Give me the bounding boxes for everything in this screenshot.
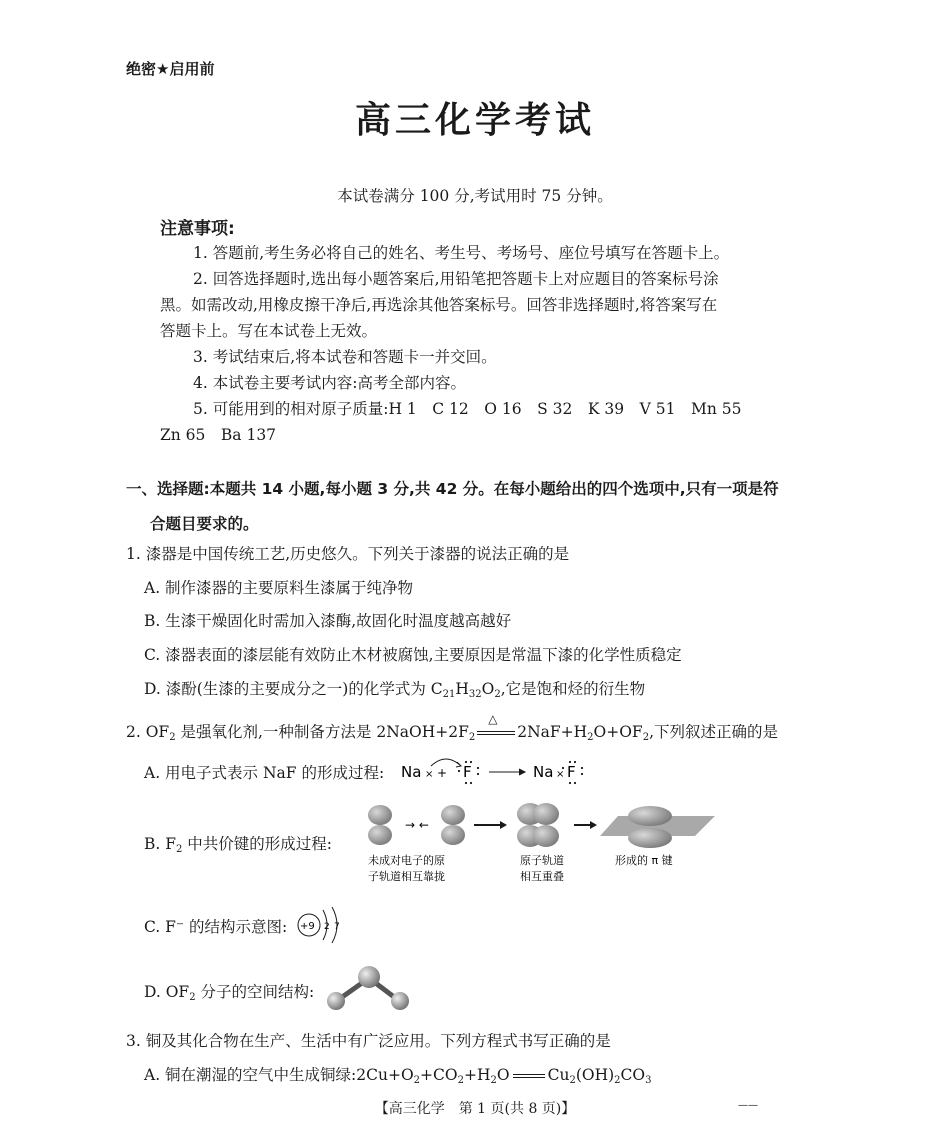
note-1: 1. 答题前,考生务必将自己的姓名、考生号、考场号、座位号填写在答题卡上。 bbox=[193, 244, 730, 262]
notes-heading: 注意事项: bbox=[160, 219, 235, 239]
page-title: 高三化学考试 bbox=[354, 100, 595, 141]
caption-approach-1: 未成对电子的原 bbox=[368, 854, 445, 867]
product-x-mark: × bbox=[556, 769, 565, 780]
separate-orbital-left bbox=[368, 805, 392, 845]
confidential-label: 绝密★启用前 bbox=[126, 60, 215, 78]
q1-option-d: D. 漆酚(生漆的主要成分之一)的化学式为 $C_{21}H_{32}O_2$,它是饱和烃的衍生物 bbox=[144, 680, 646, 700]
fluorine-atom-right bbox=[391, 992, 409, 1010]
q2-option-a: A. 用电子式表示 NaF 的形成过程: bbox=[144, 764, 385, 782]
electron-f-label: F bbox=[463, 763, 472, 781]
note-4: 4. 本试卷主要考试内容:高考全部内容。 bbox=[193, 374, 466, 392]
heat-arrow: △ bbox=[475, 722, 517, 742]
overlapping-orbitals bbox=[517, 803, 559, 847]
of2-molecule-model bbox=[322, 962, 414, 1014]
nucleus-charge: +9 bbox=[300, 921, 315, 932]
electron-x-mark: × bbox=[425, 769, 434, 780]
note-5b: Zn 65 Ba 137 bbox=[160, 426, 277, 444]
q3-option-a: A. 铜在潮湿的空气中生成铜绿$:2Cu+O_2+CO_2+H_2O$ $Cu_2(OH)_2CO_3$ bbox=[144, 1066, 652, 1086]
product-na-label: Na bbox=[533, 763, 554, 781]
pi-bond-formation-diagram bbox=[360, 796, 720, 892]
note-2a: 2. 回答选择题时,选出每小题答案后,用铅笔把答题卡上对应题目的答案标号涂 bbox=[193, 270, 719, 288]
q1-option-c: C. 漆器表面的漆层能有效防止木材被腐蚀,主要原因是常温下漆的化学性质稳定 bbox=[144, 646, 682, 664]
q2-option-b: B. $F_2$ 中共价键的形成过程: bbox=[144, 835, 333, 855]
shell-1-electrons: 2 bbox=[324, 922, 330, 932]
section-heading-line1: 一、选择题:本题共 14 小题,每小题 3 分,共 42 分。在每小题给出的四个选项中,只有一项是符 bbox=[126, 480, 779, 498]
q1-option-b: B. 生漆干燥固化时需加入漆酶,故固化时温度越高越好 bbox=[144, 612, 512, 630]
separate-orbital-right bbox=[441, 805, 465, 845]
product-f-label: F bbox=[567, 763, 576, 781]
q1-stem: 1. 漆器是中国传统工艺,历史悠久。下列关于漆器的说法正确的是 bbox=[126, 545, 570, 563]
page-footer: 【高三化学 第 1 页(共 8 页)】 bbox=[374, 1101, 576, 1117]
oxygen-atom bbox=[358, 966, 380, 988]
note-2c: 答题卡上。写在本试卷上无效。 bbox=[160, 322, 378, 340]
q2-stem: 2. $OF_2$ 是强氧化剂,一种制备方法是 $2NaOH+2F_2$ △ $2NaF+H_2O+OF_2$,下列叙述正确的是 bbox=[126, 712, 779, 743]
q2-option-d: D. $OF_2$ 分子的空间结构: bbox=[144, 983, 315, 1003]
note-2b: 黑。如需改动,用橡皮擦干净后,再选涂其他答案标号。回答非选择题时,将答案写在 bbox=[160, 296, 718, 314]
caption-pi-bond: 形成的 π 键 bbox=[615, 854, 673, 867]
plus-sign: + bbox=[437, 766, 448, 780]
fluoride-ion-structure-diagram bbox=[296, 904, 350, 946]
naf-electron-formula bbox=[401, 752, 601, 788]
caption-overlap-1: 原子轨道 bbox=[520, 854, 564, 867]
shell-2-electrons: 7 bbox=[334, 922, 340, 932]
electron-na-label: Na bbox=[401, 763, 422, 781]
note-3: 3. 考试结束后,将本试卷和答题卡一并交回。 bbox=[193, 348, 497, 366]
approach-arrows: → ← bbox=[405, 818, 429, 832]
section-heading-line2: 合题目要求的。 bbox=[150, 515, 259, 533]
fluorine-atom-left bbox=[327, 992, 345, 1010]
pi-bond-result bbox=[600, 806, 715, 848]
caption-approach-2: 子轨道相互靠拢 bbox=[368, 870, 445, 883]
exam-intro: 本试卷满分 100 分,考试用时 75 分钟。 bbox=[337, 187, 613, 205]
equals-sign bbox=[510, 1065, 548, 1085]
q1-option-a: A. 制作漆器的主要原料生漆属于纯净物 bbox=[144, 579, 414, 597]
note-5a: 5. 可能用到的相对原子质量:H 1 C 12 O 16 S 32 K 39 V 51 Mn 55 bbox=[193, 400, 742, 418]
footer-mark: —— bbox=[738, 1100, 758, 1111]
q2-option-c: C. F⁻ 的结构示意图: bbox=[144, 918, 288, 936]
q3-stem: 3. 铜及其化合物在生产、生活中有广泛应用。下列方程式书写正确的是 bbox=[126, 1032, 611, 1050]
caption-overlap-2: 相互重叠 bbox=[520, 870, 564, 883]
transfer-curved-arrow bbox=[431, 759, 461, 766]
